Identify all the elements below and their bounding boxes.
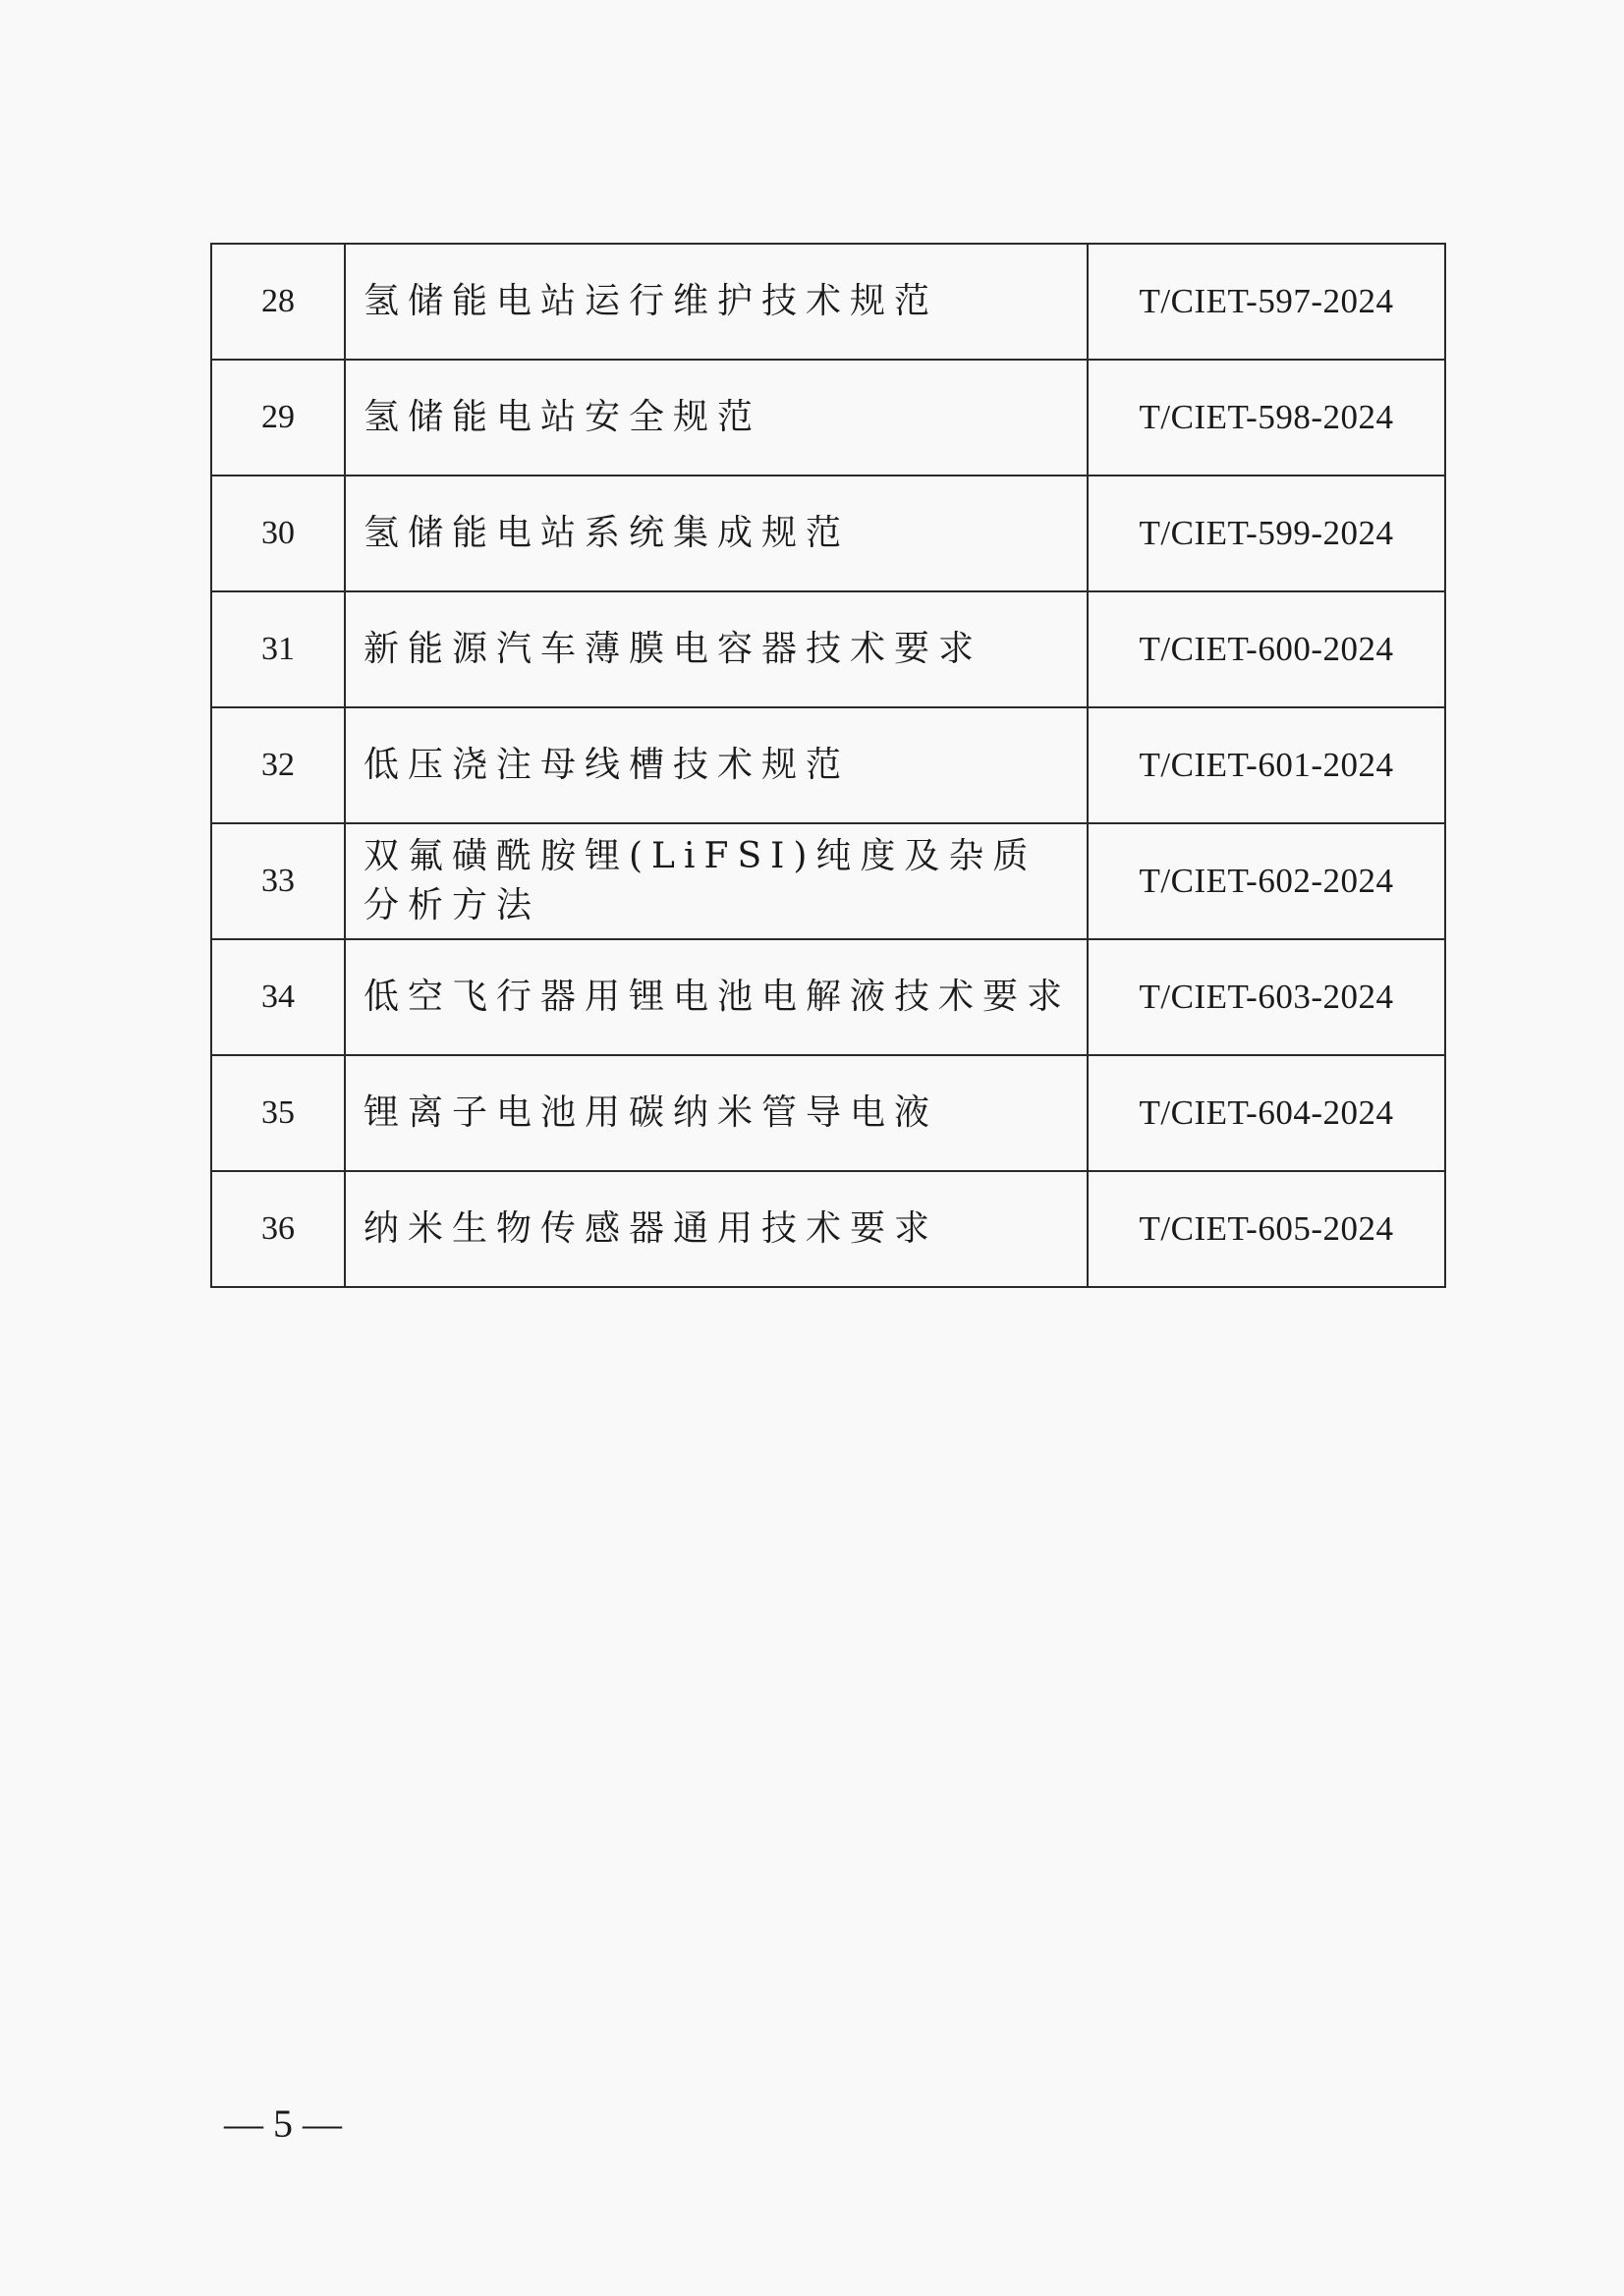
row-number-cell: 32 <box>211 707 345 823</box>
standard-name-cell <box>345 360 1088 476</box>
table-row <box>211 707 1445 823</box>
table-row <box>211 939 1445 1055</box>
standard-code-cell: T/CIET-599-2024 <box>1088 476 1445 591</box>
standard-code-cell: T/CIET-605-2024 <box>1088 1171 1445 1287</box>
standard-name-line: 纳米生物传感器通用技术要求 <box>364 1208 939 1249</box>
standard-name-line: 分析方法 <box>364 885 541 925</box>
standard-code-cell: T/CIET-602-2024 <box>1088 823 1445 939</box>
row-number-cell: 34 <box>211 939 345 1055</box>
table-row <box>211 476 1445 591</box>
table-row <box>211 591 1445 707</box>
standard-name-line: 低空飞行器用锂电池电解液技术要求 <box>364 977 1072 1017</box>
standard-name-line: 新能源汽车薄膜电容器技术要求 <box>364 629 983 669</box>
standard-name-line: 锂离子电池用碳纳米管导电液 <box>364 1092 939 1133</box>
row-number-cell: 29 <box>211 360 345 476</box>
page-number: — 5 — <box>224 2101 342 2146</box>
standards-table-body <box>211 244 1445 1287</box>
standard-name-line: 双氟磺酰胺锂(LiFSI)纯度及杂质 <box>364 836 1037 876</box>
standard-code-cell: T/CIET-604-2024 <box>1088 1055 1445 1171</box>
standard-name-line: 氢储能电站运行维护技术规范 <box>364 281 939 321</box>
table-row <box>211 1055 1445 1171</box>
standard-code-cell: T/CIET-598-2024 <box>1088 360 1445 476</box>
standard-code-cell: T/CIET-597-2024 <box>1088 244 1445 360</box>
table-row <box>211 360 1445 476</box>
table-row <box>211 823 1445 939</box>
standard-name-cell <box>345 1171 1088 1287</box>
row-number-cell: 35 <box>211 1055 345 1171</box>
standard-name-line: 氢储能电站系统集成规范 <box>364 513 851 553</box>
standard-name-line: 低压浇注母线槽技术规范 <box>364 745 851 785</box>
standard-code-cell: T/CIET-600-2024 <box>1088 591 1445 707</box>
standard-name-cell <box>345 591 1088 707</box>
standard-name-cell <box>345 939 1088 1055</box>
table-row <box>211 1171 1445 1287</box>
standard-code-cell: T/CIET-603-2024 <box>1088 939 1445 1055</box>
table-row <box>211 244 1445 360</box>
standard-name-cell <box>345 823 1088 939</box>
standards-table <box>210 243 1446 1288</box>
standard-name-cell <box>345 244 1088 360</box>
row-number-cell: 33 <box>211 823 345 939</box>
row-number-cell: 30 <box>211 476 345 591</box>
standard-name-cell <box>345 1055 1088 1171</box>
row-number-cell: 36 <box>211 1171 345 1287</box>
standard-name-cell <box>345 476 1088 591</box>
row-number-cell: 31 <box>211 591 345 707</box>
row-number-cell: 28 <box>211 244 345 360</box>
standard-name-line: 氢储能电站安全规范 <box>364 397 762 437</box>
standard-code-cell: T/CIET-601-2024 <box>1088 707 1445 823</box>
standard-name-cell <box>345 707 1088 823</box>
